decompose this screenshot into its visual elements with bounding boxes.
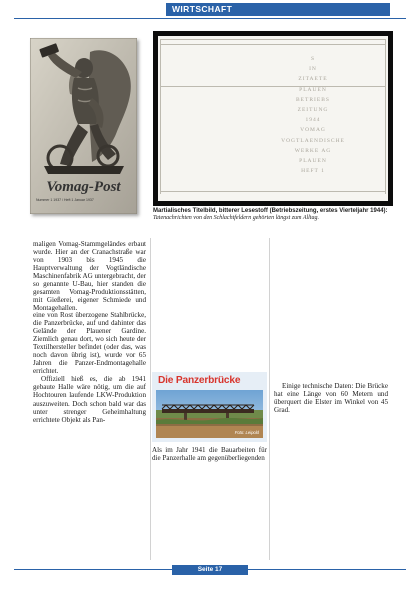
magazine-title: Vomag-Post [46, 179, 121, 195]
sidebar-title: Die Panzerbrücke [158, 375, 241, 386]
sidebar-paragraph: Als im Jahr 1941 die Bauarbeiten für die Panzerhalle am gegenüberliegenden [152, 446, 267, 463]
page-number: Seite 17 [172, 565, 248, 575]
magazine-issue: Nummer 1 1937 / Heft 1 Januar 1937 [36, 198, 94, 202]
title-page-lettering: S IN ZITAETE PLAUEN BETRIEBS ZEITUNG 1944 VOMAG VOGTLAENDISCHE WERKE AG PLAUEN HEFT 1 [281, 56, 345, 175]
header-rule [14, 18, 406, 19]
column-divider [269, 238, 270, 560]
caption-bold: Martialisches Titelbild, bitterer Lesestoff (Betriebszeitung, erstes Vierteljahr 1944): [153, 208, 388, 214]
article-column-1b [33, 311, 146, 424]
column-divider [150, 238, 151, 560]
sidebar-paragraph: Einige technische Daten: Die Brücke hat eine Länge von 60 Metern und überquert die Elster im Winkel von 45 Grad. [274, 382, 388, 415]
sidebar-text-left [152, 446, 267, 462]
article-paragraph: eine von Rost überzogene Stahlbrücke, die Panzerbrücke, auf und dahinter das Gelände der Plauener Gardine. Ziemlich genau dort, wo sich heute der Textilhersteller befindet (oder das, was noch davon übrig ist), wurde vor 65 Jahren die Panzer-Endmontagehalle errichtet. [33, 311, 146, 376]
article-paragraph: Offiziell hieß es, die ab 1941 gebaute Halle wäre nötig, um die auf Hochtouren laufende LKW-Produktion auszuweiten. Doch schon bald war das unter strenger Geheimhaltung errichtete Objekt als Pan- [33, 375, 146, 424]
title-page-paper [158, 36, 388, 201]
caption-italic: Tatenachrichten von den Schlachtfeldern gehörten längst zum Alltag. [153, 215, 319, 222]
magazine-cover-image [30, 38, 137, 214]
article-column-1 [33, 240, 146, 312]
section-label: WIRTSCHAFT [166, 3, 390, 16]
article-paragraph: maligen Vomag-Stammgeländes erbaut wurde. Hier an der Cranachstraße war von 1903 bis 1945 die Hauptverwaltung der Vogtländische Maschinenfabrik AG untergebracht, der so genannte U-Bau, hier standen die gesamten Vomag-Produktionsstätten, mit Gießerei, eigener Schmiede und Montagehallen. [33, 240, 146, 313]
sidebar-box [152, 372, 267, 442]
sidebar-text-right [274, 382, 388, 414]
photo-caption [153, 208, 393, 222]
title-page-photo [153, 31, 393, 206]
photo-credit: Foto: Leipold [234, 430, 259, 435]
